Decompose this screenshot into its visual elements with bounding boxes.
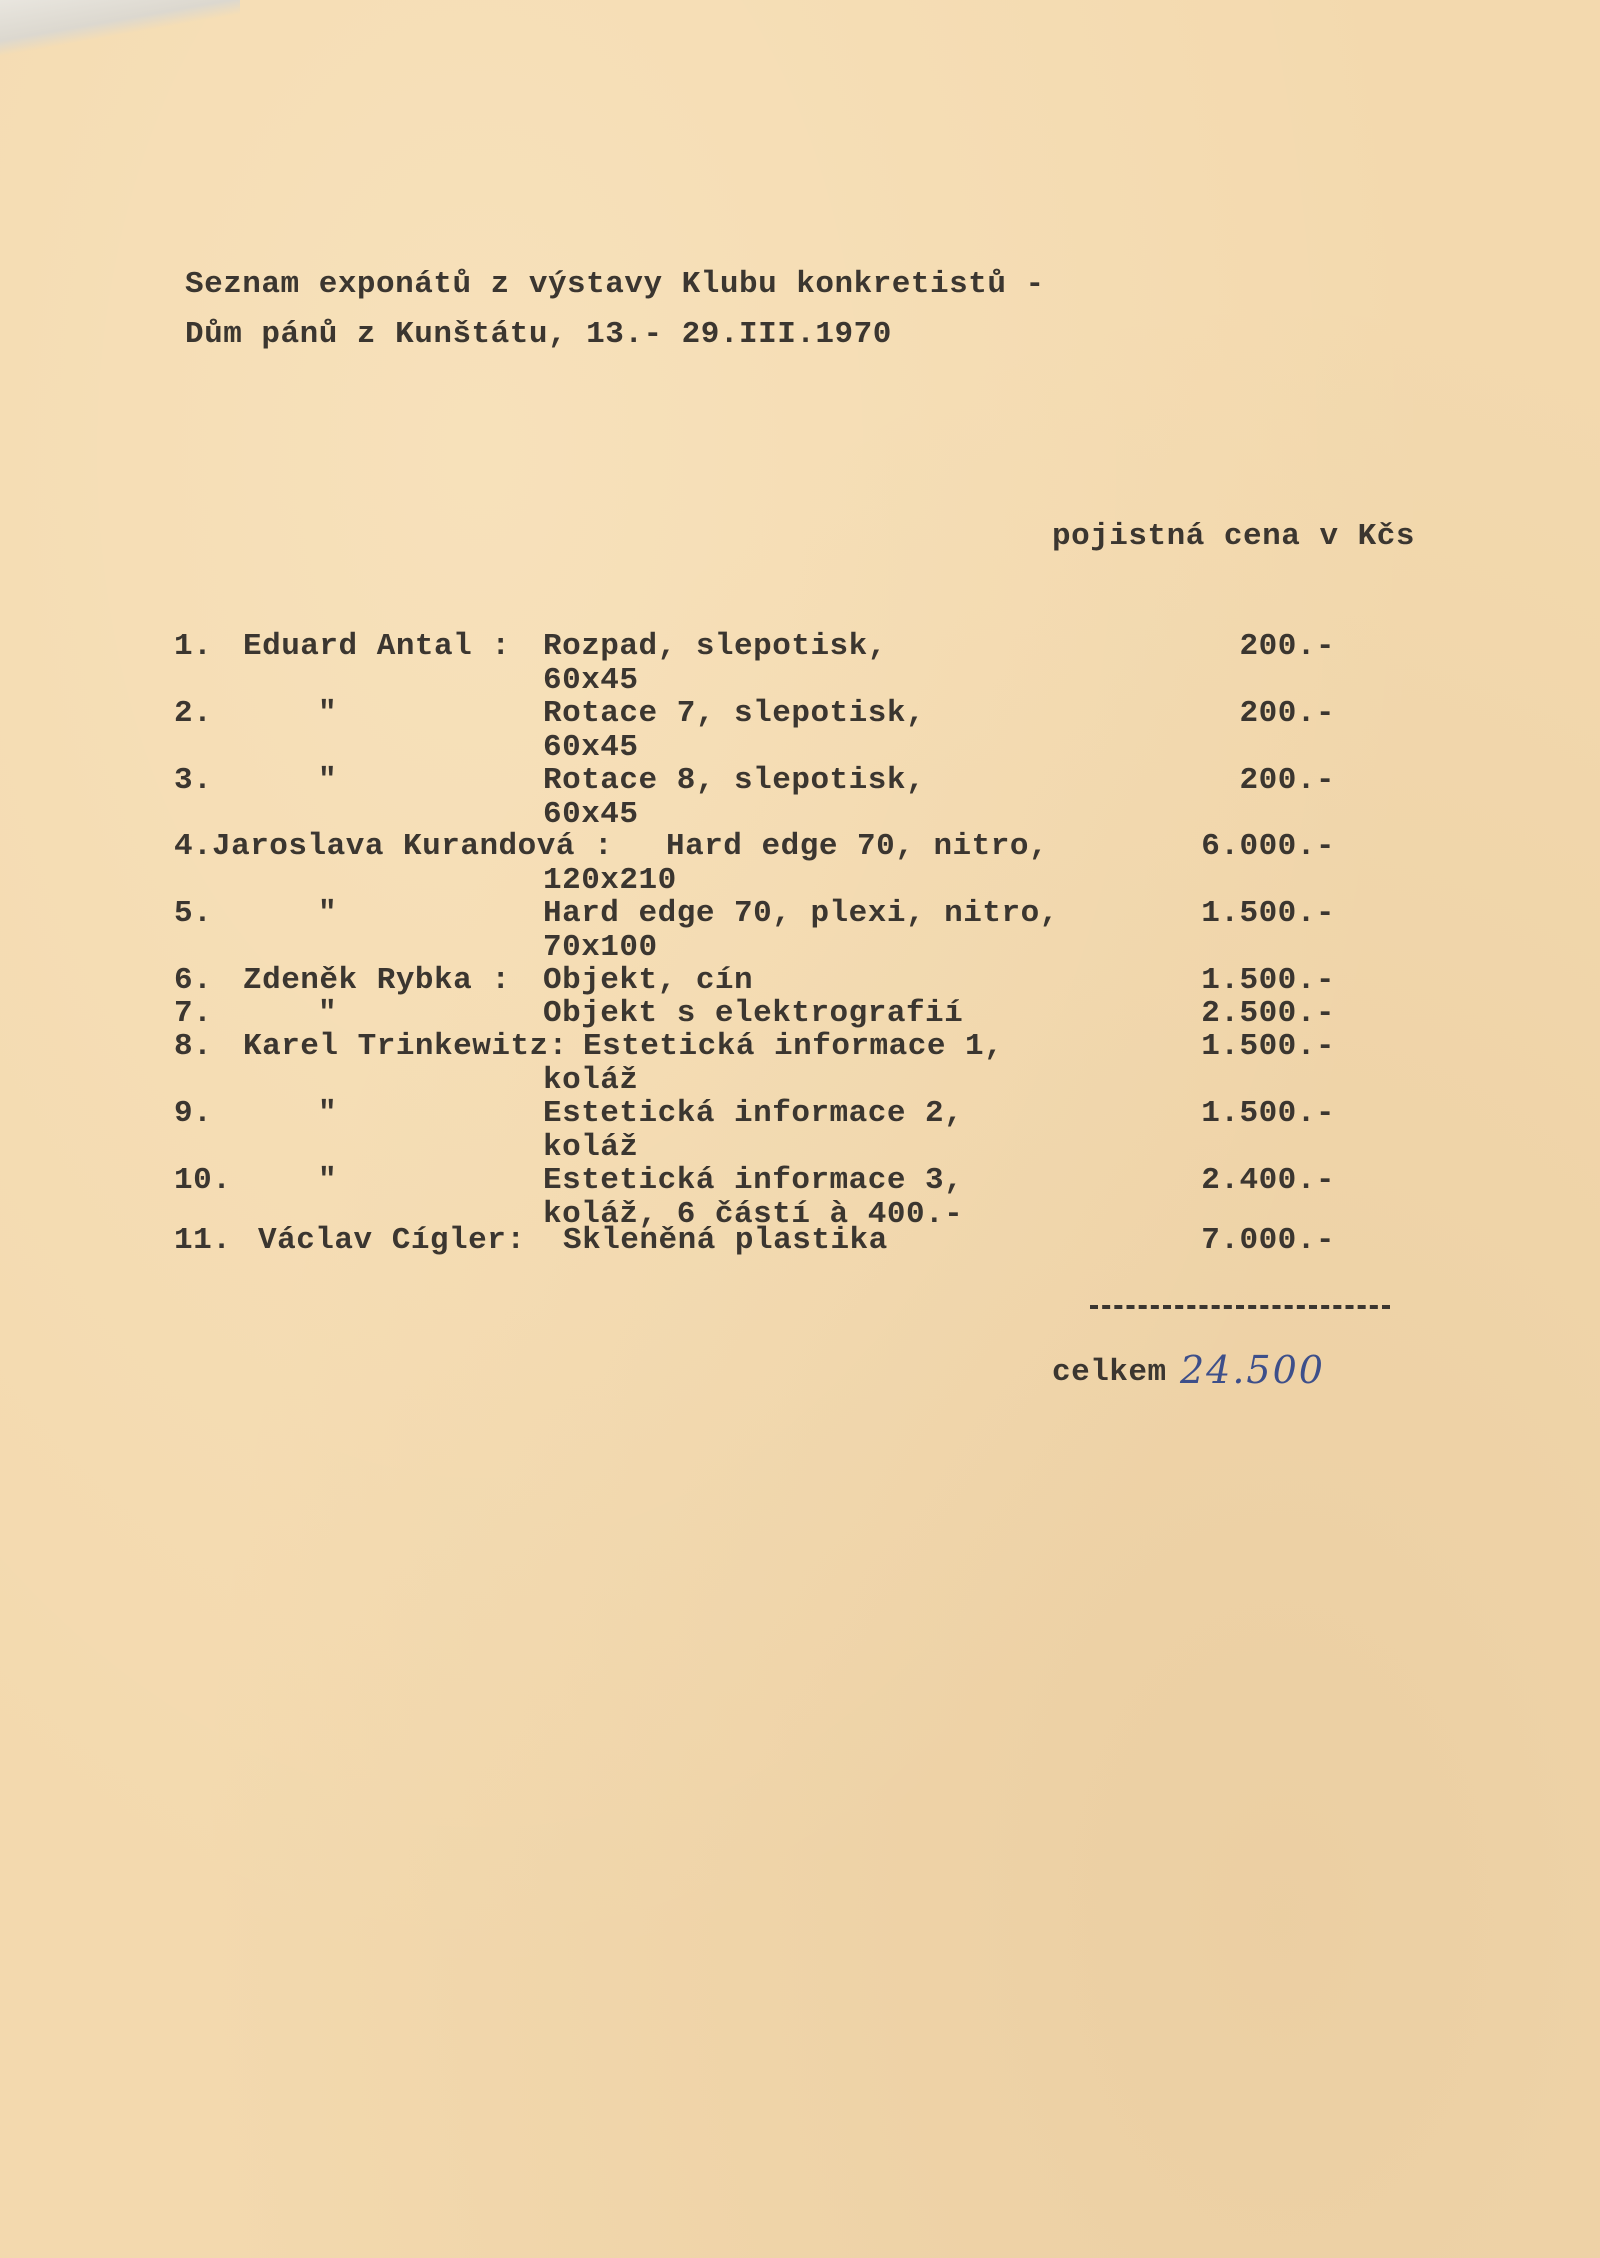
item-description: Skleněná plastika [563, 1223, 888, 1258]
item-number: 7. [174, 996, 213, 1031]
item-price: 6.000.- [1201, 829, 1335, 864]
insurance-price-header: pojistná cena v Kčs [1052, 519, 1415, 554]
item-description: Estetická informace 3, [543, 1163, 964, 1198]
item-number: 3. [174, 763, 213, 798]
item-ditto-mark: " [318, 1163, 338, 1198]
item-description: Estetická informace 2, [543, 1096, 964, 1131]
item-artist: Zdeněk Rybka : [243, 963, 511, 998]
item-ditto-mark: " [318, 996, 338, 1031]
item-price: 200.- [1239, 763, 1335, 798]
item-ditto-mark: " [318, 763, 338, 798]
item-description: Hard edge 70, plexi, nitro, [543, 896, 1059, 931]
item-description: Estetická informace 1, [583, 1029, 1004, 1064]
item-number: 11. [174, 1223, 232, 1258]
item-ditto-mark: " [318, 1096, 338, 1131]
item-number: 8. [174, 1029, 213, 1064]
item-dimensions: 60x45 [543, 797, 639, 832]
item-dimensions: 70x100 [543, 930, 658, 965]
item-dimensions: 60x45 [543, 663, 639, 698]
item-dimensions: koláž [543, 1063, 639, 1098]
item-dimensions: 120x210 [543, 863, 677, 898]
item-number: 10. [174, 1163, 232, 1198]
item-number: 6. [174, 963, 213, 998]
document-title-line-2: Dům pánů z Kunštátu, 13.- 29.III.1970 [185, 317, 892, 352]
item-number: 5. [174, 896, 213, 931]
item-description: Hard edge 70, nitro, [666, 829, 1049, 864]
item-description: Objekt s elektrografií [543, 996, 964, 1031]
item-price: 1.500.- [1201, 896, 1335, 931]
item-dimensions: koláž [543, 1130, 639, 1165]
item-number: 1. [174, 629, 213, 664]
total-label: celkem [1052, 1355, 1167, 1390]
handwritten-total-value: 24.500 [1180, 1348, 1325, 1392]
item-price: 7.000.- [1201, 1223, 1335, 1258]
item-artist: Jaroslava Kurandová : [212, 829, 614, 864]
item-description: Rotace 7, slepotisk, [543, 696, 926, 731]
item-description: Rotace 8, slepotisk, [543, 763, 926, 798]
item-price: 2.400.- [1201, 1163, 1335, 1198]
item-number: 4. [174, 829, 213, 864]
item-description: Objekt, cín [543, 963, 754, 998]
item-price: 1.500.- [1201, 963, 1335, 998]
item-dimensions: 60x45 [543, 730, 639, 765]
item-artist: Václav Cígler: [258, 1223, 526, 1258]
document-title-line-1: Seznam exponátů z výstavy Klubu konkretistů - [185, 267, 1045, 302]
item-price: 200.- [1239, 629, 1335, 664]
item-price: 1.500.- [1201, 1029, 1335, 1064]
item-ditto-mark: " [318, 696, 338, 731]
item-price: 2.500.- [1201, 996, 1335, 1031]
item-description: Rozpad, slepotisk, [543, 629, 887, 664]
torn-paper-corner [0, 0, 240, 60]
item-ditto-mark: " [318, 896, 338, 931]
item-artist: Eduard Antal : [243, 629, 511, 664]
item-price: 1.500.- [1201, 1096, 1335, 1131]
item-price: 200.- [1239, 696, 1335, 731]
item-artist: Karel Trinkewitz: [243, 1029, 568, 1064]
item-number: 2. [174, 696, 213, 731]
item-dimensions: koláž, 6 částí à 400.- [543, 1197, 964, 1232]
total-divider-line [1090, 1305, 1390, 1309]
item-number: 9. [174, 1096, 213, 1131]
